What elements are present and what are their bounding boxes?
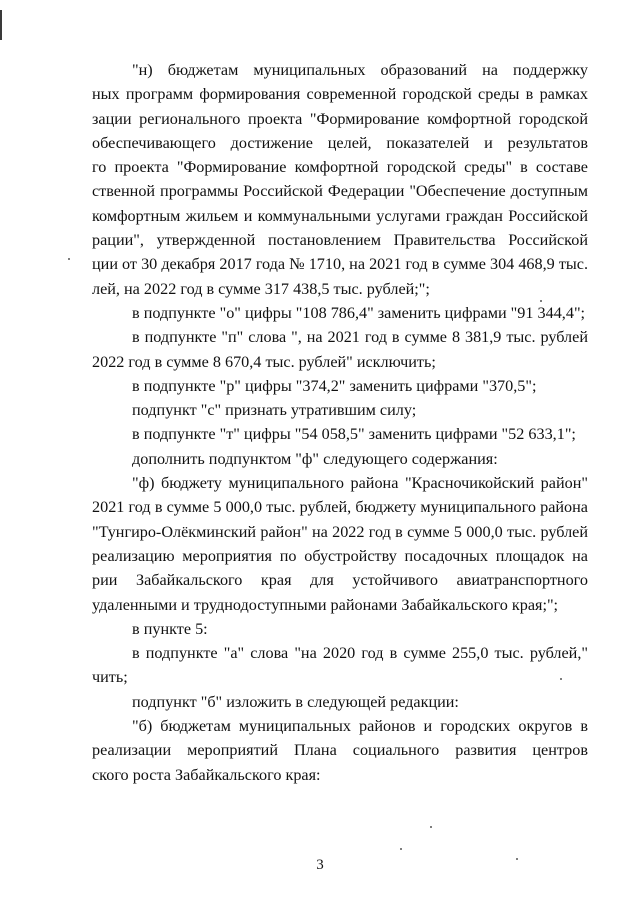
text-line: лей, на 2022 год в сумме 317 438,5 тыс. рублей;"; xyxy=(92,279,430,298)
scan-speck xyxy=(560,678,562,680)
text-line: реализацию мероприятия по обустройству посадочных площадок на xyxy=(92,546,588,565)
text-line: "Тунгиро-Олёкминский район" на 2022 год в сумме 5 000,0 тыс. рублей xyxy=(92,522,588,541)
text-line: в подпункте "п" слова ", на 2021 год в сумме 8 381,9 тыс. рублей xyxy=(132,328,588,347)
scan-margin-mark xyxy=(0,10,2,40)
scan-speck xyxy=(400,848,402,850)
text-line: ных программ формирования современной городской среды в рамках xyxy=(92,85,588,104)
text-line: ственной программы Российской Федерации "Обеспечение доступным xyxy=(92,182,588,201)
text-line: в подпункте "о" цифры "108 786,4" заменить цифрами "91 344,4"; xyxy=(132,303,586,322)
text-line: в подпункте "а" слова "на 2020 год в сумме 255,0 тыс. рублей," xyxy=(132,644,588,663)
scan-speck xyxy=(430,826,432,828)
text-line: го проекта "Формирование комфортной городской среды" в составе xyxy=(92,158,588,177)
page-number: 3 xyxy=(316,857,324,873)
text-line: ции от 30 декабря 2017 года № 1710, на 2021 год в сумме 304 468,9 тыс. xyxy=(92,255,588,274)
text-line: в пункте 5: xyxy=(132,619,208,638)
document-body xyxy=(92,58,588,787)
scan-speck xyxy=(540,300,542,302)
text-line: дополнить подпунктом "ф" следующего содержания: xyxy=(132,449,498,468)
text-line: 2022 год в сумме 8 670,4 тыс. рублей" исключить; xyxy=(92,352,436,371)
text-line: "ф) бюджету муниципального района "Красночикойский район" xyxy=(132,474,588,493)
text-line: в подпункте "т" цифры "54 058,5" заменить цифрами "52 633,1"; xyxy=(132,425,576,444)
text-line: зации регионального проекта "Формирование комфортной городской xyxy=(92,109,588,128)
text-line: обеспечивающего достижение целей, показателей и результатов xyxy=(92,133,588,152)
scan-speck xyxy=(516,858,518,860)
text-line: подпункт "б" изложить в следующей редакции: xyxy=(132,692,459,711)
text-line: 2021 год в сумме 5 000,0 тыс. рублей, бюджету муниципального района xyxy=(92,498,588,517)
text-line: рации", утвержденной постановлением Правительства Российской xyxy=(92,231,588,250)
text-line: в подпункте "р" цифры "374,2" заменить цифрами "370,5"; xyxy=(132,376,537,395)
scan-speck xyxy=(68,258,70,260)
text-line: удаленными и труднодоступными районами Забайкальского края;"; xyxy=(92,595,559,614)
text-line: "н) бюджетам муниципальных образований на поддержку xyxy=(132,61,588,79)
text-line: ского роста Забайкальского края: xyxy=(92,765,321,784)
text-line: "б) бюджетам муниципальных районов и городских округов в xyxy=(132,717,588,736)
text-line: комфортным жильем и коммунальными услугами граждан Российской xyxy=(92,206,588,225)
text-line: чить; xyxy=(92,668,128,687)
text-line: подпункт "с" признать утратившим силу; xyxy=(132,401,417,420)
text-line: реализации мероприятий Плана социального развития центров xyxy=(92,741,588,760)
text-line: рии Забайкальского края для устойчивого авиатранспортного xyxy=(92,571,588,590)
